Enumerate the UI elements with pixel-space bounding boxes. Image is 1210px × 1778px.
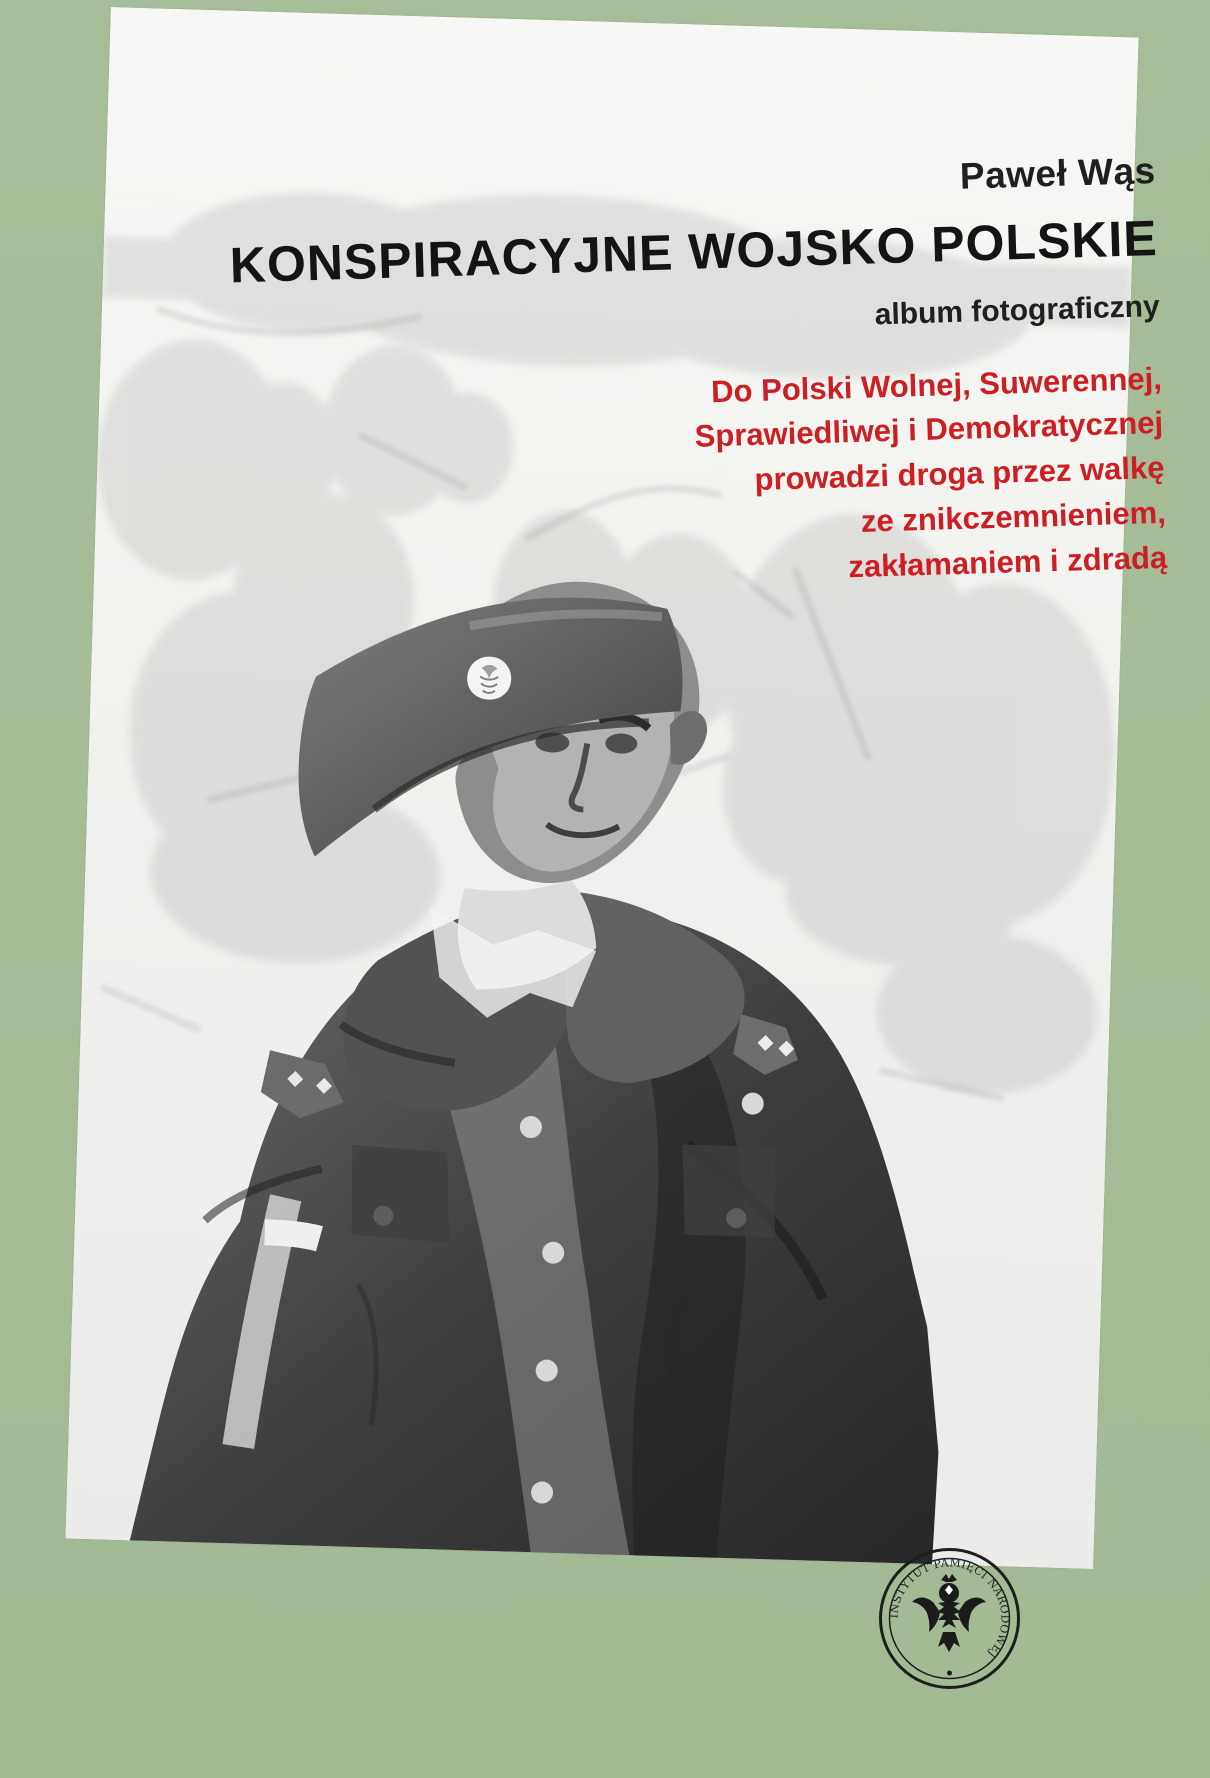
motto-line-2: Sprawiedliwej i Demokratycznej	[694, 405, 1164, 455]
motto-quote	[132, 356, 1168, 611]
book-subtitle: album fotograficzny	[874, 289, 1161, 331]
ipn-seal	[877, 1546, 1022, 1691]
motto-line-4: ze znikczemnieniem,	[860, 495, 1167, 540]
motto-line-3: prowadzi droga przez walkę	[754, 450, 1165, 498]
motto-line-1: Do Polski Wolnej, Suwerennej,	[710, 360, 1163, 409]
author-name: Paweł Wąs	[959, 150, 1157, 197]
cover-text	[125, 150, 1167, 612]
book-title: KONSPIRACYJNE WOJSKO POLSKIE	[229, 209, 1159, 294]
motto-line-5: zakłamaniem i zdradą	[847, 540, 1168, 585]
seal-text: INSTYTUT PAMIĘCI NARODOWEJ	[887, 1556, 1012, 1661]
